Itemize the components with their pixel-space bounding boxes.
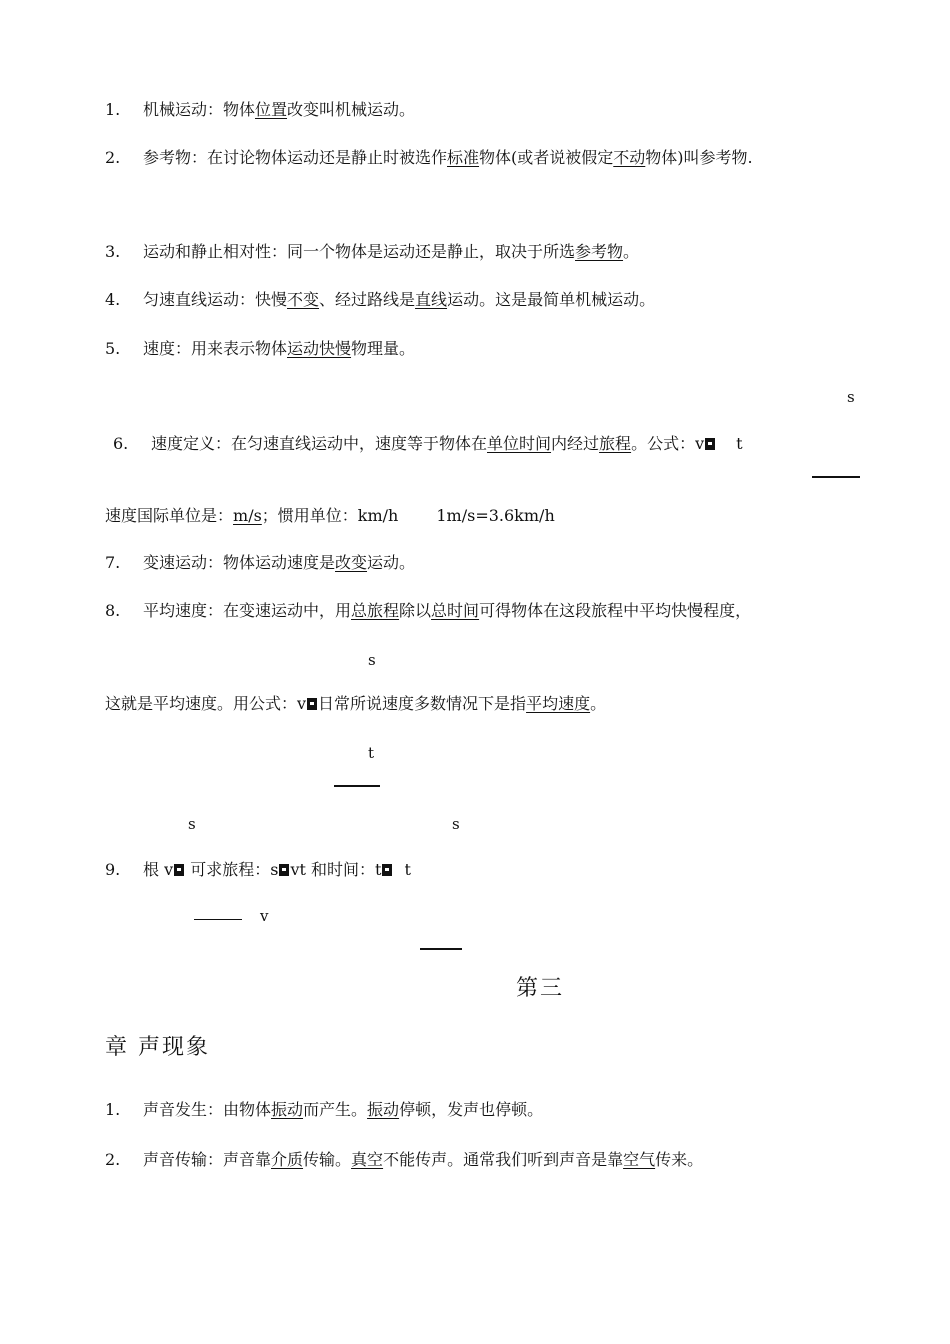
formula-9-numerator-2: s bbox=[452, 815, 460, 833]
equals-glyph-icon bbox=[174, 864, 184, 876]
chapter-title-part-1: 第三 bbox=[516, 976, 565, 1001]
item-6: 6. 速度定义：在匀速直线运动中，速度等于物体在单位时间内经过旅程。公式：v t bbox=[113, 434, 743, 453]
equals-glyph-icon bbox=[279, 864, 289, 876]
item-5: 5. 速度：用来表示物体运动快慢物理量。 bbox=[105, 339, 416, 358]
item-7: 7. 变速运动：物体运动速度是改变运动。 bbox=[105, 553, 416, 572]
equals-glyph-icon bbox=[307, 698, 317, 710]
formula-6-numerator: s bbox=[847, 388, 855, 406]
item-4: 4. 匀速直线运动：快慢不变、经过路线是直线运动。这是最简单机械运动。 bbox=[105, 290, 656, 309]
avg-numerator: s bbox=[368, 651, 376, 669]
formula-9-rule-1 bbox=[194, 919, 242, 920]
units-line: 速度国际单位是：m/s；惯用单位：km/h 1m/s=3.6km/h bbox=[105, 506, 555, 525]
formula-9-rule-2 bbox=[420, 948, 462, 950]
item-8: 8. 平均速度：在变速运动中，用总旅程除以总时间可得物体在这段旅程中平均快慢程度， bbox=[105, 601, 752, 620]
sound-item-2: 2. 声音传输：声音靠介质传输。真空不能传声。通常我们听到声音是靠空气传来。 bbox=[105, 1150, 704, 1169]
item-1: 1. 机械运动：物体位置改变叫机械运动。 bbox=[105, 100, 416, 119]
chapter-title-part-2: 章 声现象 bbox=[105, 1035, 210, 1060]
avg-line: 这就是平均速度。用公式：v 日常所说速度多数情况下是指平均速度。 bbox=[105, 694, 607, 713]
item-2: 2. 参考物：在讨论物体运动还是静止时被选作标准物体(或者说被假定不动物体)叫参考物. bbox=[105, 148, 753, 167]
avg-denominator: t bbox=[368, 744, 375, 762]
avg-rule bbox=[334, 785, 380, 787]
formula-6-denominator: t bbox=[736, 434, 743, 453]
equals-glyph-icon bbox=[382, 864, 392, 876]
formula-9-denominator: v bbox=[260, 907, 269, 925]
equals-glyph-icon bbox=[705, 438, 715, 450]
sound-item-1: 1. 声音发生：由物体振动而产生。振动停顿，发声也停顿。 bbox=[105, 1100, 544, 1119]
formula-6-rule bbox=[812, 476, 860, 478]
formula-9-numerator-1: s bbox=[188, 815, 196, 833]
item-3: 3. 运动和静止相对性：同一个物体是运动还是静止，取决于所选参考物。 bbox=[105, 242, 640, 261]
item-9: 9. 根 v 可求旅程：s vt 和时间：t t bbox=[105, 860, 411, 879]
